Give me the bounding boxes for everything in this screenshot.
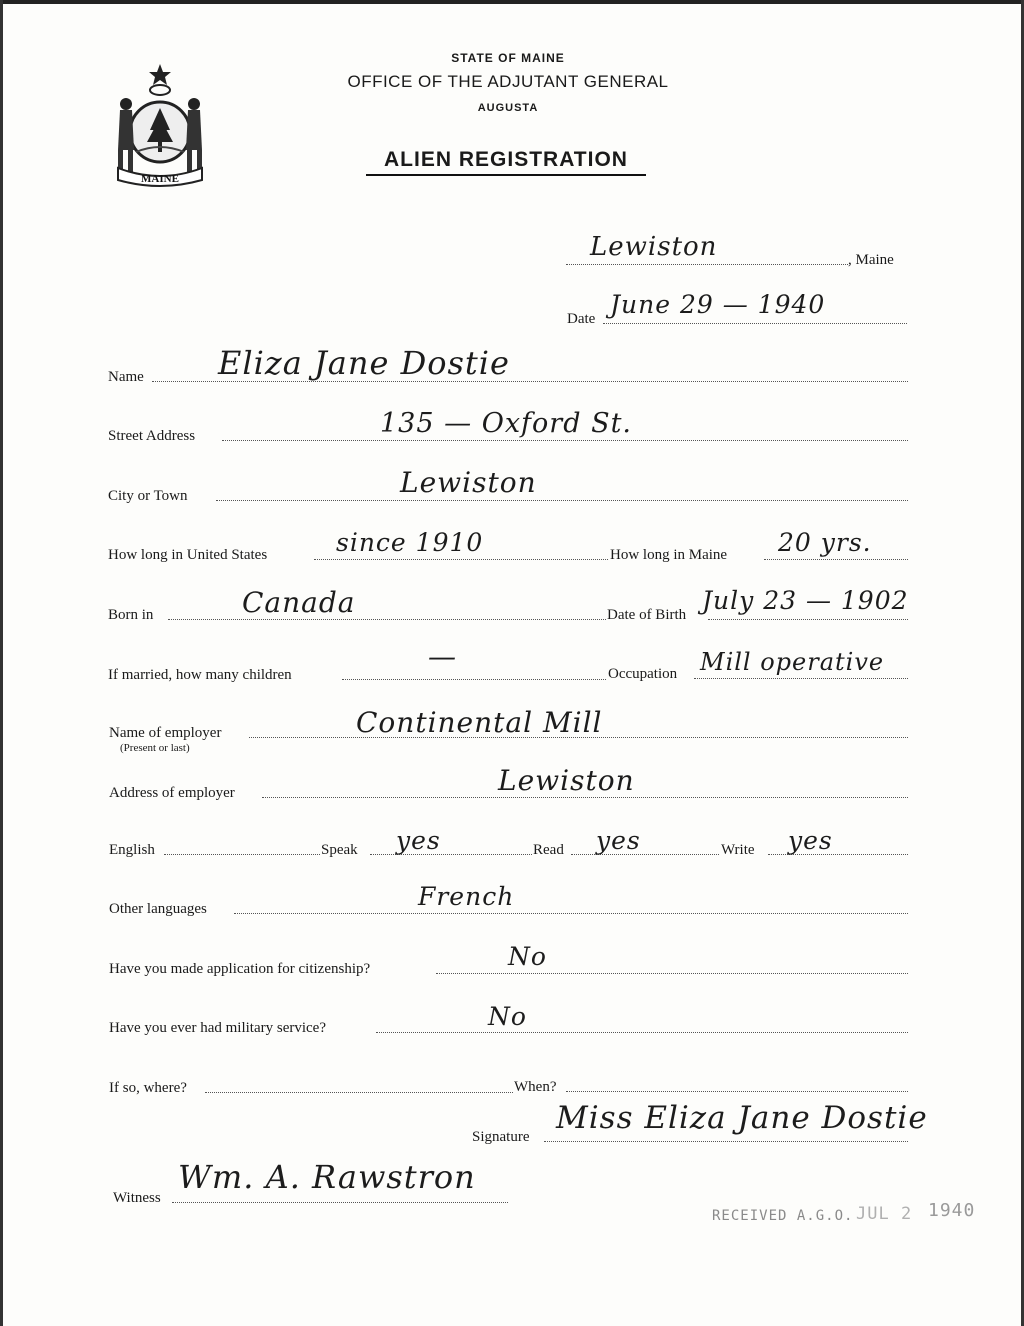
date-label: Date <box>567 311 596 327</box>
write-value: yes <box>788 826 833 855</box>
street-line <box>222 440 908 441</box>
dob-line <box>708 619 908 620</box>
citizenship-label: Have you made application for citizenship? <box>109 961 371 977</box>
city-value: Lewiston <box>400 466 537 499</box>
city-label: City or Town <box>108 488 188 504</box>
witness-label: Witness <box>113 1190 161 1206</box>
speak-line <box>370 854 532 855</box>
place-value: Lewiston <box>590 232 718 262</box>
occupation-label: Occupation <box>608 666 678 682</box>
how-long-maine-line <box>764 559 908 560</box>
how-long-maine-value: 20 yrs. <box>778 528 872 557</box>
city-line <box>216 500 908 501</box>
scan-border-top <box>0 0 1024 4</box>
received-stamp-text: RECEIVED A.G.O. <box>712 1208 854 1224</box>
military-value: No <box>488 1002 527 1031</box>
dob-value: July 23 — 1902 <box>702 586 909 615</box>
military-label: Have you ever had military service? <box>109 1020 326 1036</box>
born-in-line <box>168 619 606 620</box>
header-office: OFFICE OF THE ADJUTANT GENERAL <box>347 72 669 91</box>
employer-address-label: Address of employer <box>109 785 235 801</box>
other-languages-line <box>234 913 908 914</box>
header-state: STATE OF MAINE <box>451 51 565 65</box>
employer-sublabel: (Present or last) <box>120 742 190 754</box>
street-label: Street Address <box>108 428 196 444</box>
read-label: Read <box>533 842 564 858</box>
how-long-maine-label: How long in Maine <box>610 547 728 563</box>
children-line <box>342 679 606 680</box>
occupation-line <box>694 678 908 679</box>
other-languages-value: French <box>418 882 515 911</box>
header-city: AUGUSTA <box>477 102 539 114</box>
date-value: June 29 — 1940 <box>610 290 826 319</box>
speak-label: Speak <box>321 842 358 858</box>
place-line <box>566 264 848 265</box>
dob-label: Date of Birth <box>607 607 687 623</box>
children-value: — <box>428 640 457 673</box>
english-line <box>164 854 320 855</box>
form-title: ALIEN REGISTRATION <box>384 148 628 171</box>
when-label: When? <box>514 1079 557 1095</box>
write-label: Write <box>721 842 755 858</box>
employer-value: Continental Mill <box>356 706 603 739</box>
signature-line <box>544 1141 908 1142</box>
where-label: If so, where? <box>109 1080 187 1096</box>
title-underline <box>366 174 646 176</box>
where-line <box>205 1092 513 1093</box>
received-stamp-year: 1940 <box>928 1200 976 1221</box>
born-in-label: Born in <box>108 607 154 623</box>
born-in-value: Canada <box>242 586 356 619</box>
read-line <box>571 854 719 855</box>
occupation-value: Mill operative <box>700 648 885 676</box>
state-suffix: , Maine <box>848 252 894 268</box>
name-label: Name <box>108 369 144 385</box>
how-long-us-value: since 1910 <box>336 528 484 557</box>
signature-value: Miss Eliza Jane Dostie <box>556 1100 928 1136</box>
signature-label: Signature <box>472 1129 530 1145</box>
how-long-us-label: How long in United States <box>108 547 268 563</box>
citizenship-line <box>436 973 908 974</box>
how-long-us-line <box>314 559 608 560</box>
children-label: If married, how many children <box>108 667 292 683</box>
employer-label: Name of employer <box>109 725 222 741</box>
employer-address-line <box>262 797 908 798</box>
military-line <box>376 1032 908 1033</box>
citizenship-value: No <box>508 942 547 971</box>
read-value: yes <box>596 826 641 855</box>
when-line <box>566 1091 908 1092</box>
witness-line <box>172 1202 508 1203</box>
speak-value: yes <box>396 826 441 855</box>
street-value: 135 — Oxford St. <box>380 408 633 439</box>
date-line <box>603 323 907 324</box>
employer-address-value: Lewiston <box>498 764 635 797</box>
seal-banner-text: MAINE <box>141 173 179 185</box>
scan-border-left <box>0 0 3 1326</box>
received-stamp-date: JUL 2 <box>856 1204 913 1224</box>
english-label: English <box>109 842 155 858</box>
name-value: Eliza Jane Dostie <box>218 344 510 382</box>
other-languages-label: Other languages <box>109 901 207 917</box>
witness-value: Wm. A. Rawstron <box>178 1158 476 1196</box>
